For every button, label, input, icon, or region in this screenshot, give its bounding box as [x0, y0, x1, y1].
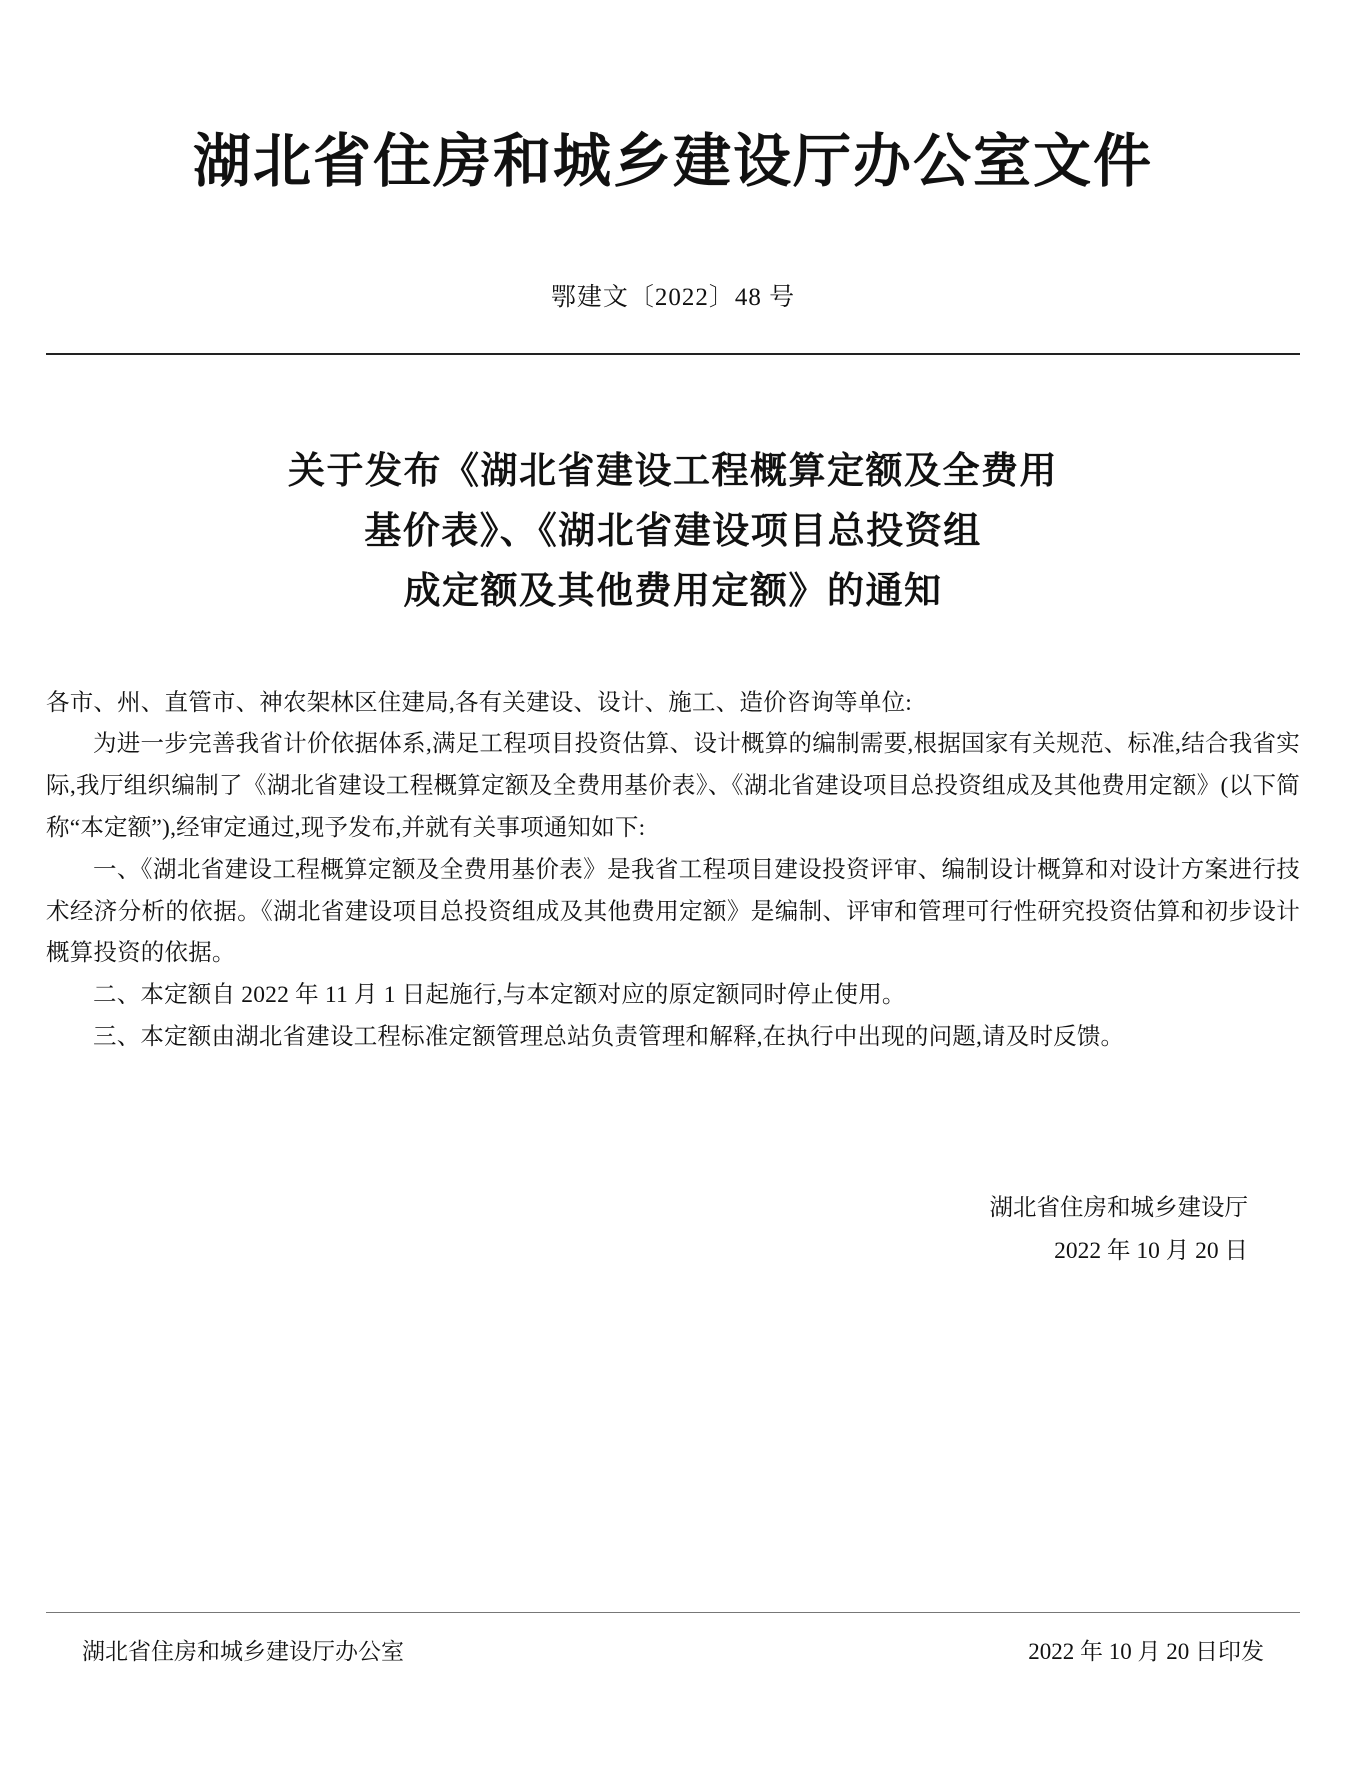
signature-date: 2022 年 10 月 20 日	[1054, 1238, 1248, 1265]
document-body	[46, 683, 1300, 1059]
body-paragraph-4: 三、本定额由湖北省建设工程标准定额管理总站负责管理和解释,在执行中出现的问题,请及时反馈。	[93, 1024, 1125, 1051]
footer-row	[46, 1633, 1300, 1666]
footer-office: 湖北省住房和城乡建设厅办公室	[82, 1639, 404, 1664]
signature-issuer: 湖北省住房和城乡建设厅	[989, 1194, 1248, 1221]
page-title	[46, 441, 1300, 621]
body-paragraph-1: 为进一步完善我省计价依据体系,满足工程项目投资估算、设计概算的编制需要,根据国家有关规范、标准,结合我省实际,我厅组织编制了《湖北省建设工程概算定额及全费用基价表》、《湖北省建设项目总投资组成及其他费用定额》(以下简称“本定额”),经审定通过,现予发布,并就有关事项通知如下:	[46, 731, 1300, 841]
page-title-line-2: 基价表》、《湖北省建设项目总投资组	[364, 507, 982, 552]
document-content	[46, 0, 1300, 1788]
signature-block	[46, 1187, 1300, 1274]
page-title-line-3: 成定额及其他费用定额》的通知	[403, 567, 943, 612]
masthead-organization: 湖北省住房和城乡建设厅办公室文件	[192, 127, 1153, 195]
page-footer	[46, 1612, 1300, 1666]
footer-print-date: 2022 年 10 月 20 日印发	[1028, 1639, 1264, 1664]
page-title-line-1: 关于发布《湖北省建设工程概算定额及全费用	[288, 447, 1058, 492]
body-paragraph-2: 一、《湖北省建设工程概算定额及全费用基价表》是我省工程项目建设投资评审、编制设计概算和对设计方案进行技术经济分析的依据。《湖北省建设项目总投资组成及其他费用定额》是编制、评审和管理可行性研究投资估算和初步设计概算投资的依据。	[46, 856, 1300, 967]
footer-divider	[46, 1612, 1300, 1613]
document-number: 鄂建文〔2022〕48 号	[550, 283, 796, 311]
header-divider	[46, 353, 1300, 355]
body-paragraph-3: 二、本定额自 2022 年 11 月 1 日起施行,与本定额对应的原定额同时停止使用。	[93, 982, 906, 1009]
body-salutation: 各市、州、直管市、神农架林区住建局,各有关建设、设计、施工、造价咨询等单位:	[46, 689, 913, 716]
